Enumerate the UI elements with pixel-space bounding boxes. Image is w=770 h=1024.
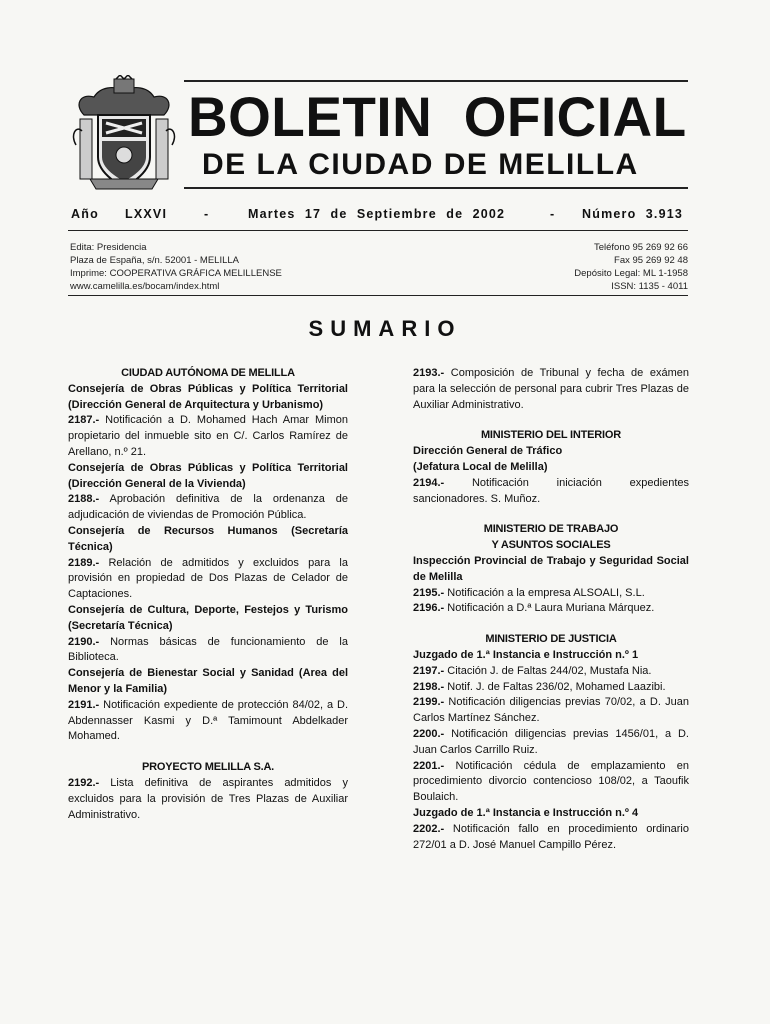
summary-entry [413, 586, 689, 602]
sumario-heading: SUMARIO [308, 316, 462, 341]
entry-text: Composición de Tribunal y fecha de exámen para la selección de personal para cubrir Tres Plazas de Auxiliar Administrativo. [413, 367, 689, 411]
publisher-url: www.camelilla.es/bocam/index.html [70, 281, 220, 292]
issue-separator: - [550, 207, 556, 221]
meta-bottom-rule [68, 295, 688, 296]
summary-entry [413, 680, 689, 696]
entry-number: 2189.- [68, 556, 100, 569]
entry-text: Notificación a D. Mohamed Hach Amar Mimon propietario del inmueble sito en C/. Carlos Ramírez de Arellano, n.º 21. [68, 414, 348, 458]
entry-number: 2188.- [68, 493, 100, 506]
contact-line: Fax 95 269 92 48 [614, 255, 688, 266]
section-heading: MINISTERIO DE JUSTICIA [485, 633, 617, 646]
melilla-coat-of-arms [70, 75, 178, 193]
entry-number: 2197.- [413, 664, 445, 677]
entry-number: 2195.- [413, 586, 445, 599]
entry-number: 2191.- [68, 698, 100, 711]
summary-entry [413, 695, 689, 727]
department-heading: Juzgado de 1.ª Instancia e Instrucción n.º 4 [413, 806, 639, 819]
entry-text: Notificación cédula de emplazamiento en procedimiento divorcio contencioso 108/02, a Taoufik Boulaich. [413, 759, 689, 804]
section-heading: MINISTERIO DE TRABAJO [483, 523, 619, 536]
department-heading: Juzgado de 1.ª Instancia e Instrucción n.º 1 [413, 648, 639, 661]
department-heading: Inspección Provincial de Trabajo y Seguridad Social de Melilla [413, 554, 689, 583]
entry-text: Notificación iniciación expedientes sancionadores. S. Muñoz. [413, 476, 689, 505]
entry-number: 2192.- [68, 776, 100, 789]
issue-date: Martes 17 de Septiembre de 2002 [248, 207, 506, 221]
issue-separator: - [204, 207, 210, 221]
summary-entry [413, 759, 689, 806]
contact-line: Teléfono 95 269 92 66 [593, 242, 688, 253]
department-heading: Consejería de Cultura, Deporte, Festejos y Turismo (Secretaría Técnica) [68, 603, 348, 632]
summary-entry [68, 492, 348, 524]
summary-entry [68, 556, 348, 603]
entry-text: Notif. J. de Faltas 236/02, Mohamed Laazibi. [444, 680, 666, 693]
issue-number: Número 3.913 [582, 207, 684, 221]
entry-number: 2194.- [413, 476, 445, 489]
entry-text: Notificación diligencias previas 1456/01, a D. Juan Carlos Carrillo Ruiz. [413, 727, 689, 756]
entry-number: 2202.- [413, 822, 445, 835]
entry-text: Notificación diligencias previas 70/02, a D. Juan Carlos Martínez Sánchez. [413, 696, 689, 725]
entry-number: 2190.- [68, 635, 100, 648]
publisher-line: Edita: Presidencia [70, 242, 147, 253]
masthead-subtitle: DE LA CIUDAD DE MELILLA [202, 148, 639, 181]
summary-entry [413, 366, 689, 413]
summary-entry [413, 727, 689, 759]
masthead-title: BOLETIN OFICIAL [188, 85, 687, 148]
entry-text: Notificación expediente de protección 84/02, a D. Abdennasser Kasmi y D.ª Tamimount Abdelkader Mohamed. [68, 698, 348, 743]
entry-number: 2200.- [413, 727, 445, 740]
summary-entry [68, 635, 348, 667]
entry-number: 2187.- [68, 414, 100, 427]
entry-number: 2198.- [413, 680, 445, 693]
summary-entry [413, 601, 689, 617]
contact-line: ISSN: 1135 - 4011 [611, 281, 688, 292]
summary-entry [413, 822, 689, 854]
entry-text: Notificación fallo en procedimiento ordinario 272/01 a D. José Manuel Campillo Pérez. [413, 822, 689, 851]
issue-year-value: LXXVI [125, 207, 168, 221]
contact-info [574, 241, 688, 293]
department-heading: Consejería de Bienestar Social y Sanidad (Area del Menor y la Familia) [68, 667, 348, 695]
summary-entry [413, 476, 689, 508]
section-heading: Y ASUNTOS SOCIALES [491, 539, 611, 552]
department-heading: Dirección General de Tráfico [413, 445, 563, 458]
publisher-line: Imprime: COOPERATIVA GRÁFICA MELILLENSE [70, 268, 282, 279]
entry-text: Citación J. de Faltas 244/02, Mustafa Nia. [444, 664, 652, 677]
section-heading: PROYECTO MELILLA S.A. [141, 761, 275, 774]
entry-text: Notificación a D.ª Laura Muriana Márquez. [444, 602, 655, 615]
header-top-rule [184, 80, 688, 82]
entry-text: Lista definitiva de aspirantes admitidos y excluidos para la provisión de Tres Plazas de Auxiliar Administrativo. [68, 776, 348, 821]
header-bottom-rule [184, 187, 688, 189]
entry-text: Notificación a la empresa ALSOALI, S.L. [444, 586, 645, 599]
publisher-line: Plaza de España, s/n. 52001 - MELILLA [70, 255, 239, 266]
summary-entry [413, 664, 689, 680]
section-heading: MINISTERIO DEL INTERIOR [480, 429, 622, 442]
entry-number: 2199.- [413, 696, 445, 709]
entry-text: Relación de admitidos y excluidos para la provisión en propiedad de Dos Plazas de Celador de Captaciones. [68, 556, 348, 601]
summary-entry [68, 413, 348, 460]
issue-year-label: Año [71, 207, 99, 221]
department-heading: Consejería de Obras Públicas y Política Territorial (Dirección General de la Vivienda) [68, 461, 348, 490]
publisher-info [70, 241, 282, 293]
department-heading: (Jefatura Local de Melilla) [413, 460, 548, 473]
summary-entry [68, 776, 348, 823]
entry-number: 2193.- [413, 367, 445, 379]
section-heading: CIUDAD AUTÓNOMA DE MELILLA [121, 367, 295, 379]
summary-column-left [68, 366, 348, 823]
contact-line: Depósito Legal: ML 1-1958 [574, 268, 688, 279]
department-heading: Consejería de Obras Públicas y Política Territorial (Dirección General de Arquitectura y Urbanismo) [68, 382, 348, 411]
summary-column-right [413, 366, 689, 853]
info-bar-rule [68, 230, 688, 231]
entry-text: Normas básicas de funcionamiento de la Biblioteca. [68, 635, 348, 664]
entry-number: 2196.- [413, 602, 445, 615]
entry-text: Aprobación definitiva de la ordenanza de adjudicación de viviendas de Promoción Pública. [68, 493, 348, 522]
department-heading: Consejería de Recursos Humanos (Secretaría Técnica) [68, 524, 348, 553]
entry-number: 2201.- [413, 759, 445, 772]
summary-entry [68, 698, 348, 745]
